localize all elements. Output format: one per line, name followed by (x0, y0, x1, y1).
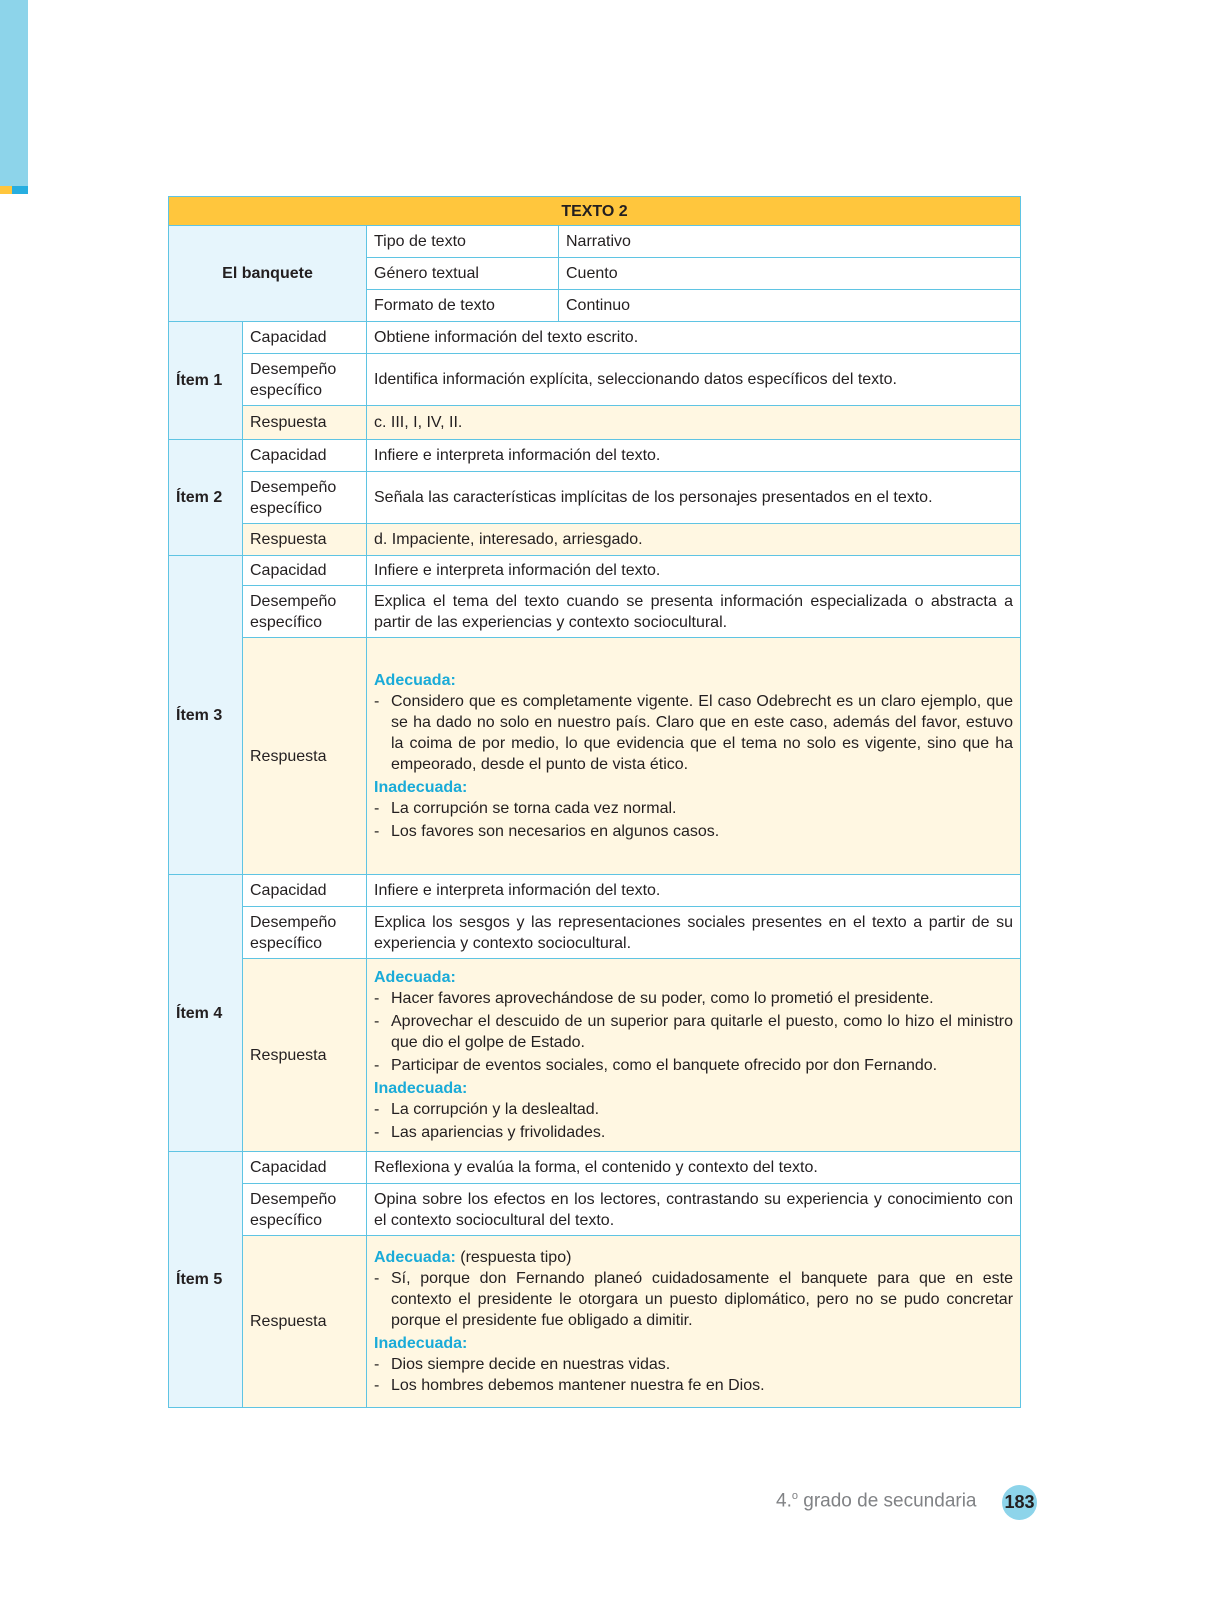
desempeno-text: Explica el tema del texto cuando se presenta información especializada o abstracta a partir de las experiencias y contexto sociocultural. (367, 586, 1021, 638)
inadecuada-label: Inadecuada: (374, 779, 468, 796)
row-label-desempeno: Desempeño específico (243, 354, 367, 406)
item-label: Ítem 5 (169, 1152, 243, 1408)
side-color-bar (0, 0, 28, 186)
row-label-respuesta: Respuesta (243, 1236, 367, 1408)
row-label-respuesta: Respuesta (243, 959, 367, 1152)
side-tab-yellow (0, 186, 12, 194)
adecuada-note: (respuesta tipo) (460, 1249, 572, 1266)
list-item: - Participar de eventos sociales, como el banquete ofrecido por don Fernando. (374, 1057, 938, 1074)
item-label: Ítem 1 (169, 322, 243, 440)
respuesta-content (367, 959, 1021, 1152)
row-label-respuesta: Respuesta (243, 524, 367, 556)
inadecuada-label: Inadecuada: (374, 1080, 468, 1097)
row-label-desempeno: Desempeño específico (243, 1184, 367, 1236)
capacidad-text: Infiere e interpreta información del texto. (367, 440, 1021, 472)
row-label-desempeno: Desempeño específico (243, 472, 367, 524)
capacidad-text: Infiere e interpreta información del texto. (367, 875, 1021, 907)
list-item: - La corrupción se torna cada vez normal. (374, 800, 677, 817)
list-item: - Considero que es completamente vigente. El caso Odebrecht es un claro ejemplo, que se ha dado no solo en nuestro país. Claro que en este caso, además del favor, estuvo la coima de por medio, lo que evidencia que el tema no solo es vigente, sino que ha empeorado, desde el punto de vista ético. (374, 693, 1014, 773)
respuesta-text: d. Impaciente, interesado, arriesgado. (367, 524, 1021, 556)
evaluation-table (168, 196, 1021, 1408)
list-item: - Los favores son necesarios en algunos casos. (374, 823, 720, 840)
text-title: El banquete (169, 226, 367, 322)
capacidad-text: Infiere e interpreta información del texto. (367, 556, 1021, 586)
meta-value: Narrativo (559, 226, 1021, 258)
desempeno-text: Identifica información explícita, seleccionando datos específicos del texto. (367, 354, 1021, 406)
respuesta-text: c. III, I, IV, II. (367, 406, 1021, 440)
row-label-respuesta: Respuesta (243, 406, 367, 440)
row-label-desempeno: Desempeño específico (243, 586, 367, 638)
adecuada-label: Adecuada: (374, 1249, 456, 1266)
meta-label: Formato de texto (367, 290, 559, 322)
respuesta-content (367, 638, 1021, 875)
adecuada-heading (374, 1247, 1013, 1268)
row-label-respuesta: Respuesta (243, 638, 367, 875)
meta-value: Continuo (559, 290, 1021, 322)
desempeno-text: Explica los sesgos y las representaciones sociales presentes en el texto a partir de su experiencia y contexto sociocultural. (367, 907, 1021, 959)
row-label-desempeno: Desempeño específico (243, 907, 367, 959)
meta-label: Género textual (367, 258, 559, 290)
item-label: Ítem 2 (169, 440, 243, 556)
inadecuada-label: Inadecuada: (374, 1335, 468, 1352)
page-number: 183 (1002, 1485, 1037, 1520)
desempeno-text: Señala las características implícitas de los personajes presentados en el texto. (367, 472, 1021, 524)
meta-value: Cuento (559, 258, 1021, 290)
row-label-capacidad: Capacidad (243, 556, 367, 586)
capacidad-text: Reflexiona y evalúa la forma, el contenido y contexto del texto. (367, 1152, 1021, 1184)
item-label: Ítem 3 (169, 556, 243, 875)
respuesta-content (367, 1236, 1021, 1408)
table-header: TEXTO 2 (169, 197, 1021, 226)
list-item: - La corrupción y la deslealtad. (374, 1101, 600, 1118)
adecuada-label: Adecuada: (374, 672, 456, 689)
side-tab-blue (12, 186, 28, 194)
capacidad-text: Obtiene información del texto escrito. (367, 322, 1021, 354)
list-item: - Hacer favores aprovechándose de su poder, como lo prometió el presidente. (374, 990, 934, 1007)
row-label-capacidad: Capacidad (243, 875, 367, 907)
list-item: - Aprovechar el descuido de un superior para quitarle el puesto, como lo hizo el ministro que dio el golpe de Estado. (374, 1013, 1014, 1051)
list-item: - Las apariencias y frivolidades. (374, 1124, 606, 1141)
list-item: - Los hombres debemos mantener nuestra fe en Dios. (374, 1377, 765, 1394)
list-item: - Sí, porque don Fernando planeó cuidadosamente el banquete para que en este contexto el presidente le otorgara un puesto diplomático, pero no se pudo concretar porque el presidente fue obligado a dimitir. (374, 1270, 1014, 1329)
grade-label: 4.$^o$ grado de secundaria (776, 1490, 977, 1512)
desempeno-text: Opina sobre los efectos en los lectores, contrastando su experiencia y conocimiento con el contexto sociocultural del texto. (367, 1184, 1021, 1236)
list-item: - Dios siempre decide en nuestras vidas. (374, 1356, 671, 1373)
item-label: Ítem 4 (169, 875, 243, 1152)
meta-label: Tipo de texto (367, 226, 559, 258)
row-label-capacidad: Capacidad (243, 440, 367, 472)
row-label-capacidad: Capacidad (243, 322, 367, 354)
adecuada-label: Adecuada: (374, 969, 456, 986)
row-label-capacidad: Capacidad (243, 1152, 367, 1184)
